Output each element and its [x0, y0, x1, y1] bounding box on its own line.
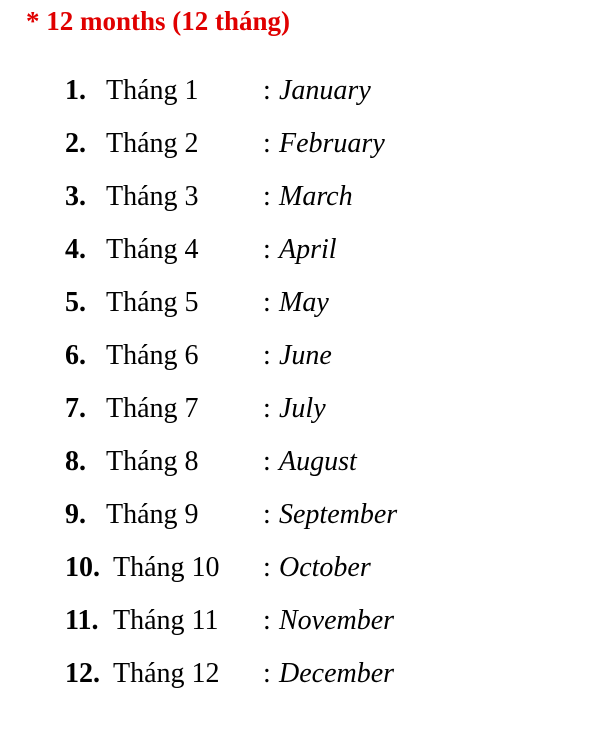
separator-colon: :: [263, 128, 271, 159]
separator-colon: :: [263, 340, 271, 371]
vietnamese-month-name: Tháng 11: [113, 605, 219, 636]
item-number: 12.: [65, 658, 100, 689]
list-item-month-6: [0, 335, 604, 388]
list-item-month-2: [0, 123, 604, 176]
separator-colon: :: [263, 658, 271, 689]
item-number: 1.: [65, 75, 86, 106]
item-number: 2.: [65, 128, 86, 159]
item-number: 3.: [65, 181, 86, 212]
english-month-name: January: [279, 75, 371, 106]
item-number: 4.: [65, 234, 86, 265]
english-month-name: November: [279, 605, 395, 636]
separator-colon: :: [263, 552, 271, 583]
list-item-month-4: [0, 229, 604, 282]
english-month-name: February: [279, 128, 385, 159]
list-item-month-3: [0, 176, 604, 229]
english-month-name: March: [279, 181, 353, 212]
english-month-name: May: [279, 287, 329, 318]
list-item-month-1: [0, 70, 604, 123]
separator-colon: :: [263, 605, 271, 636]
vietnamese-month-name: Tháng 9: [106, 499, 199, 530]
separator-colon: :: [263, 181, 271, 212]
vietnamese-month-name: Tháng 8: [106, 446, 199, 477]
list-item-month-7: [0, 388, 604, 441]
vietnamese-month-name: Tháng 2: [106, 128, 199, 159]
vietnamese-month-name: Tháng 3: [106, 181, 199, 212]
page-title: * 12 months (12 tháng): [26, 6, 291, 36]
vietnamese-month-name: Tháng 10: [113, 552, 220, 583]
separator-colon: :: [263, 287, 271, 318]
english-month-name: September: [279, 499, 398, 530]
item-number: 6.: [65, 340, 86, 371]
item-number: 11.: [65, 605, 99, 636]
list-item-month-12: [0, 653, 604, 706]
english-month-name: October: [279, 552, 371, 583]
list-item-month-10: [0, 547, 604, 600]
list-item-month-8: [0, 441, 604, 494]
item-number: 5.: [65, 287, 86, 318]
list-item-month-5: [0, 282, 604, 335]
separator-colon: :: [263, 499, 271, 530]
item-number: 8.: [65, 446, 86, 477]
month-list: [0, 70, 604, 706]
list-item-month-9: [0, 494, 604, 547]
separator-colon: :: [263, 75, 271, 106]
item-number: 9.: [65, 499, 86, 530]
vietnamese-month-name: Tháng 5: [106, 287, 199, 318]
vietnamese-month-name: Tháng 4: [106, 234, 199, 265]
list-item-month-11: [0, 600, 604, 653]
separator-colon: :: [263, 234, 271, 265]
separator-colon: :: [263, 393, 271, 424]
english-month-name: August: [279, 446, 357, 477]
vietnamese-month-name: Tháng 12: [113, 658, 220, 689]
vietnamese-month-name: Tháng 6: [106, 340, 199, 371]
vietnamese-month-name: Tháng 1: [106, 75, 199, 106]
vietnamese-month-name: Tháng 7: [106, 393, 199, 424]
english-month-name: June: [279, 340, 332, 371]
english-month-name: December: [279, 658, 395, 689]
separator-colon: :: [263, 446, 271, 477]
english-month-name: July: [279, 393, 326, 424]
item-number: 7.: [65, 393, 86, 424]
english-month-name: April: [279, 234, 337, 265]
item-number: 10.: [65, 552, 100, 583]
